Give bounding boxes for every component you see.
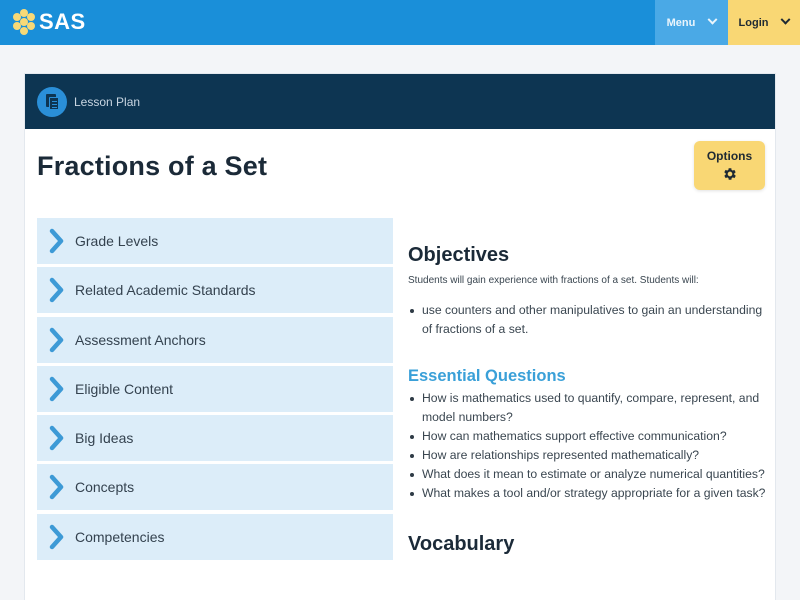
- card-header: [25, 74, 775, 129]
- gear-icon: [722, 166, 738, 182]
- accordion-item-eligible-content[interactable]: [37, 366, 393, 412]
- flower-logo-icon: [12, 9, 36, 35]
- accordion-label: Grade Levels: [75, 233, 159, 249]
- objectives-heading: Objectives: [408, 244, 510, 266]
- objectives-list: [408, 301, 768, 339]
- chevron-down-icon: [708, 15, 718, 25]
- page-title: Fractions of a Set: [37, 151, 268, 181]
- question-item: How can mathematics support effective communication?: [408, 427, 768, 446]
- lesson-accordion: [37, 218, 393, 563]
- document-icon: [37, 87, 67, 117]
- options-label: Options: [706, 149, 753, 163]
- chevron-right-icon: [49, 327, 65, 353]
- question-item: What makes a tool and/or strategy appropriate for a given task?: [408, 484, 768, 503]
- chevron-right-icon: [49, 277, 65, 303]
- objective-item: use counters and other manipulatives to gain an understanding of fractions of a set.: [408, 301, 768, 339]
- question-item: How is mathematics used to quantify, compare, represent, and model numbers?: [408, 389, 768, 427]
- accordion-label: Big Ideas: [75, 430, 134, 447]
- vocabulary-heading: Vocabulary: [408, 533, 515, 555]
- question-item: How are relationships represented mathematically?: [408, 446, 768, 465]
- login-label: Login: [738, 16, 769, 29]
- lesson-plan-label: Lesson Plan: [74, 94, 141, 109]
- objectives-intro: Students will gain experience with fractions of a set. Students will:: [408, 275, 699, 286]
- accordion-item-concepts[interactable]: [37, 464, 393, 510]
- chevron-right-icon: [49, 376, 65, 402]
- chevron-right-icon: [49, 228, 65, 254]
- accordion-item-related-academic-standards[interactable]: [37, 267, 393, 313]
- menu-button[interactable]: [655, 0, 728, 45]
- chevron-right-icon: [49, 425, 65, 451]
- chevron-right-icon: [49, 524, 65, 550]
- essential-questions-heading: Essential Questions: [408, 367, 566, 385]
- accordion-item-grade-levels[interactable]: [37, 218, 393, 264]
- logo-text: SAS: [39, 9, 86, 34]
- accordion-item-competencies[interactable]: [37, 514, 393, 560]
- lesson-content: [408, 244, 768, 556]
- menu-label: Menu: [666, 16, 696, 29]
- accordion-label: Concepts: [75, 479, 135, 496]
- accordion-label: Eligible Content: [75, 380, 174, 397]
- accordion-label: Assessment Anchors: [75, 331, 206, 348]
- accordion-label: Competencies: [75, 528, 165, 545]
- essential-questions-list: [408, 389, 768, 503]
- accordion-label: Related Academic Standards: [75, 282, 256, 299]
- accordion-item-assessment-anchors[interactable]: [37, 317, 393, 363]
- question-item: What does it mean to estimate or analyze numerical quantities?: [408, 465, 768, 484]
- login-button[interactable]: [728, 0, 800, 45]
- chevron-down-icon: [781, 15, 791, 25]
- accordion-item-big-ideas[interactable]: [37, 415, 393, 461]
- sas-logo[interactable]: [12, 9, 86, 35]
- lesson-plan-card: [24, 73, 776, 600]
- chevron-right-icon: [49, 474, 65, 500]
- options-button[interactable]: [694, 141, 765, 190]
- top-navigation-bar: [0, 0, 800, 45]
